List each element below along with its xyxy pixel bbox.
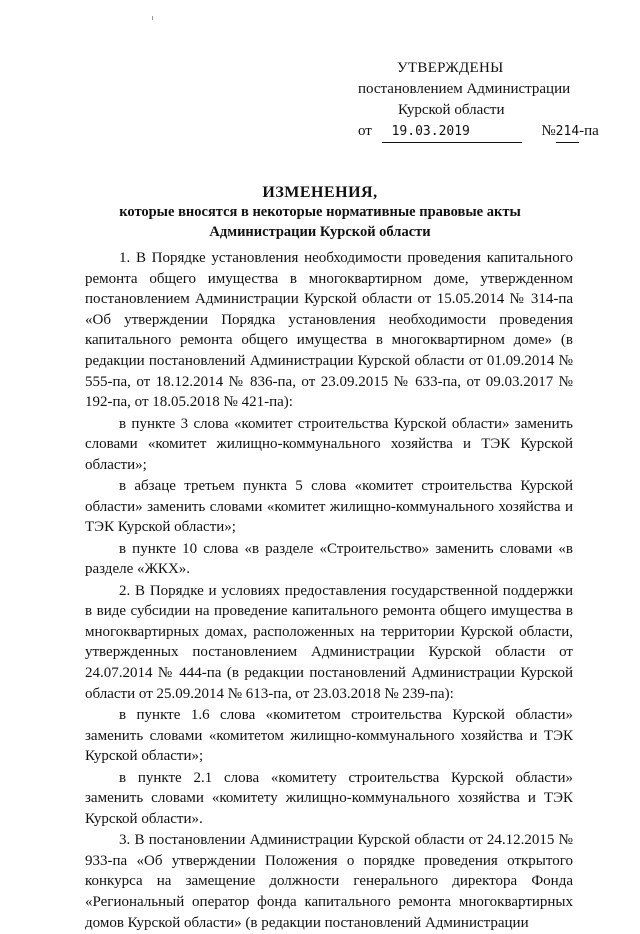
approval-date-line bbox=[358, 121, 608, 143]
paragraph: в пункте 2.1 слова «комитету строительства Курской области» заменить словами «комитету жилищно-коммунального хозяйства и ТЭК Курской области». bbox=[85, 769, 573, 827]
paragraph: в пункте 1.6 слова «комитетом строительства Курской области» заменить словами «комитетом жилищно-коммунального хозяйства и ТЭК Курской области»; bbox=[85, 707, 573, 765]
document-body bbox=[85, 248, 573, 934]
approval-date: 19.03.2019 bbox=[382, 121, 522, 143]
number-label: № bbox=[541, 123, 556, 139]
approval-number: 214 bbox=[556, 121, 579, 143]
paragraph: в абзаце третьем пункта 5 слова «комитет строительства Курской области» заменить словами «комитет жилищно-коммунального хозяйства и ТЭК Курской области»; bbox=[85, 478, 573, 536]
paragraph: 3. В постановлении Администрации Курской области от 24.12.2015 № 933-па «Об утверждении Положения о порядке проведения открытого конкурса на замещение должности генерального директора Фонда «Региональный оператор фонда капитального ремонта многоквартирных домов Курской области» (в редакции постановлений Администрации bbox=[85, 832, 573, 931]
paragraph: в пункте 3 слова «комитет строительства Курской области» заменить словами «комитет жилищно-коммунального хозяйства и ТЭК Курской области»; bbox=[85, 415, 573, 473]
approval-line-1: УТВЕРЖДЕНЫ bbox=[397, 60, 504, 76]
doc-subtitle-2: Администрации Курской области bbox=[209, 224, 431, 240]
paragraph: в пункте 10 слова «в разделе «Строительство» заменить словами «в разделе «ЖКХ». bbox=[85, 540, 573, 578]
paragraph: 1. В Порядке установления необходимости проведения капитального ремонта общего имущества в многоквартирном доме, утвержденном постановлением Администрации Курской области от 15.05.2014 № 314-па «Об утверждении Порядка установления необходимости проведения капитального ремонта общего имущества в многоквартирном доме» (в редакции постановлений Администрации Курской области от 01.09.2014 № 555-па, от 18.12.2014 № 836-па, от 23.09.2015 № 633-па, от 09.03.2017 № 192-па, от 18.05.2018 № 421-па): bbox=[85, 250, 573, 411]
approval-line-2: постановлением Администрации bbox=[358, 81, 571, 97]
approval-stamp bbox=[358, 58, 608, 143]
number-suffix: -па bbox=[579, 123, 599, 139]
doc-subtitle-1: которые вносятся в некоторые нормативные правовые акты bbox=[119, 204, 521, 220]
approval-line-3: Курской области bbox=[398, 102, 505, 118]
scan-mark bbox=[152, 16, 153, 20]
doc-title: ИЗМЕНЕНИЯ, bbox=[262, 184, 378, 201]
from-label: от bbox=[358, 123, 372, 139]
paragraph: 2. В Порядке и условиях предоставления государственной поддержки в виде субсидии на проведение капитального ремонта общего имущества в многоквартирных домах, расположенных на территории Курской области, утвержденных постановлением Администрации Курской области от 24.07.2014 № 444-па (в редакции постановлений Администрации Курской области от 25.09.2014 № 613-па, от 23.03.2018 № 239-па): bbox=[85, 582, 573, 702]
